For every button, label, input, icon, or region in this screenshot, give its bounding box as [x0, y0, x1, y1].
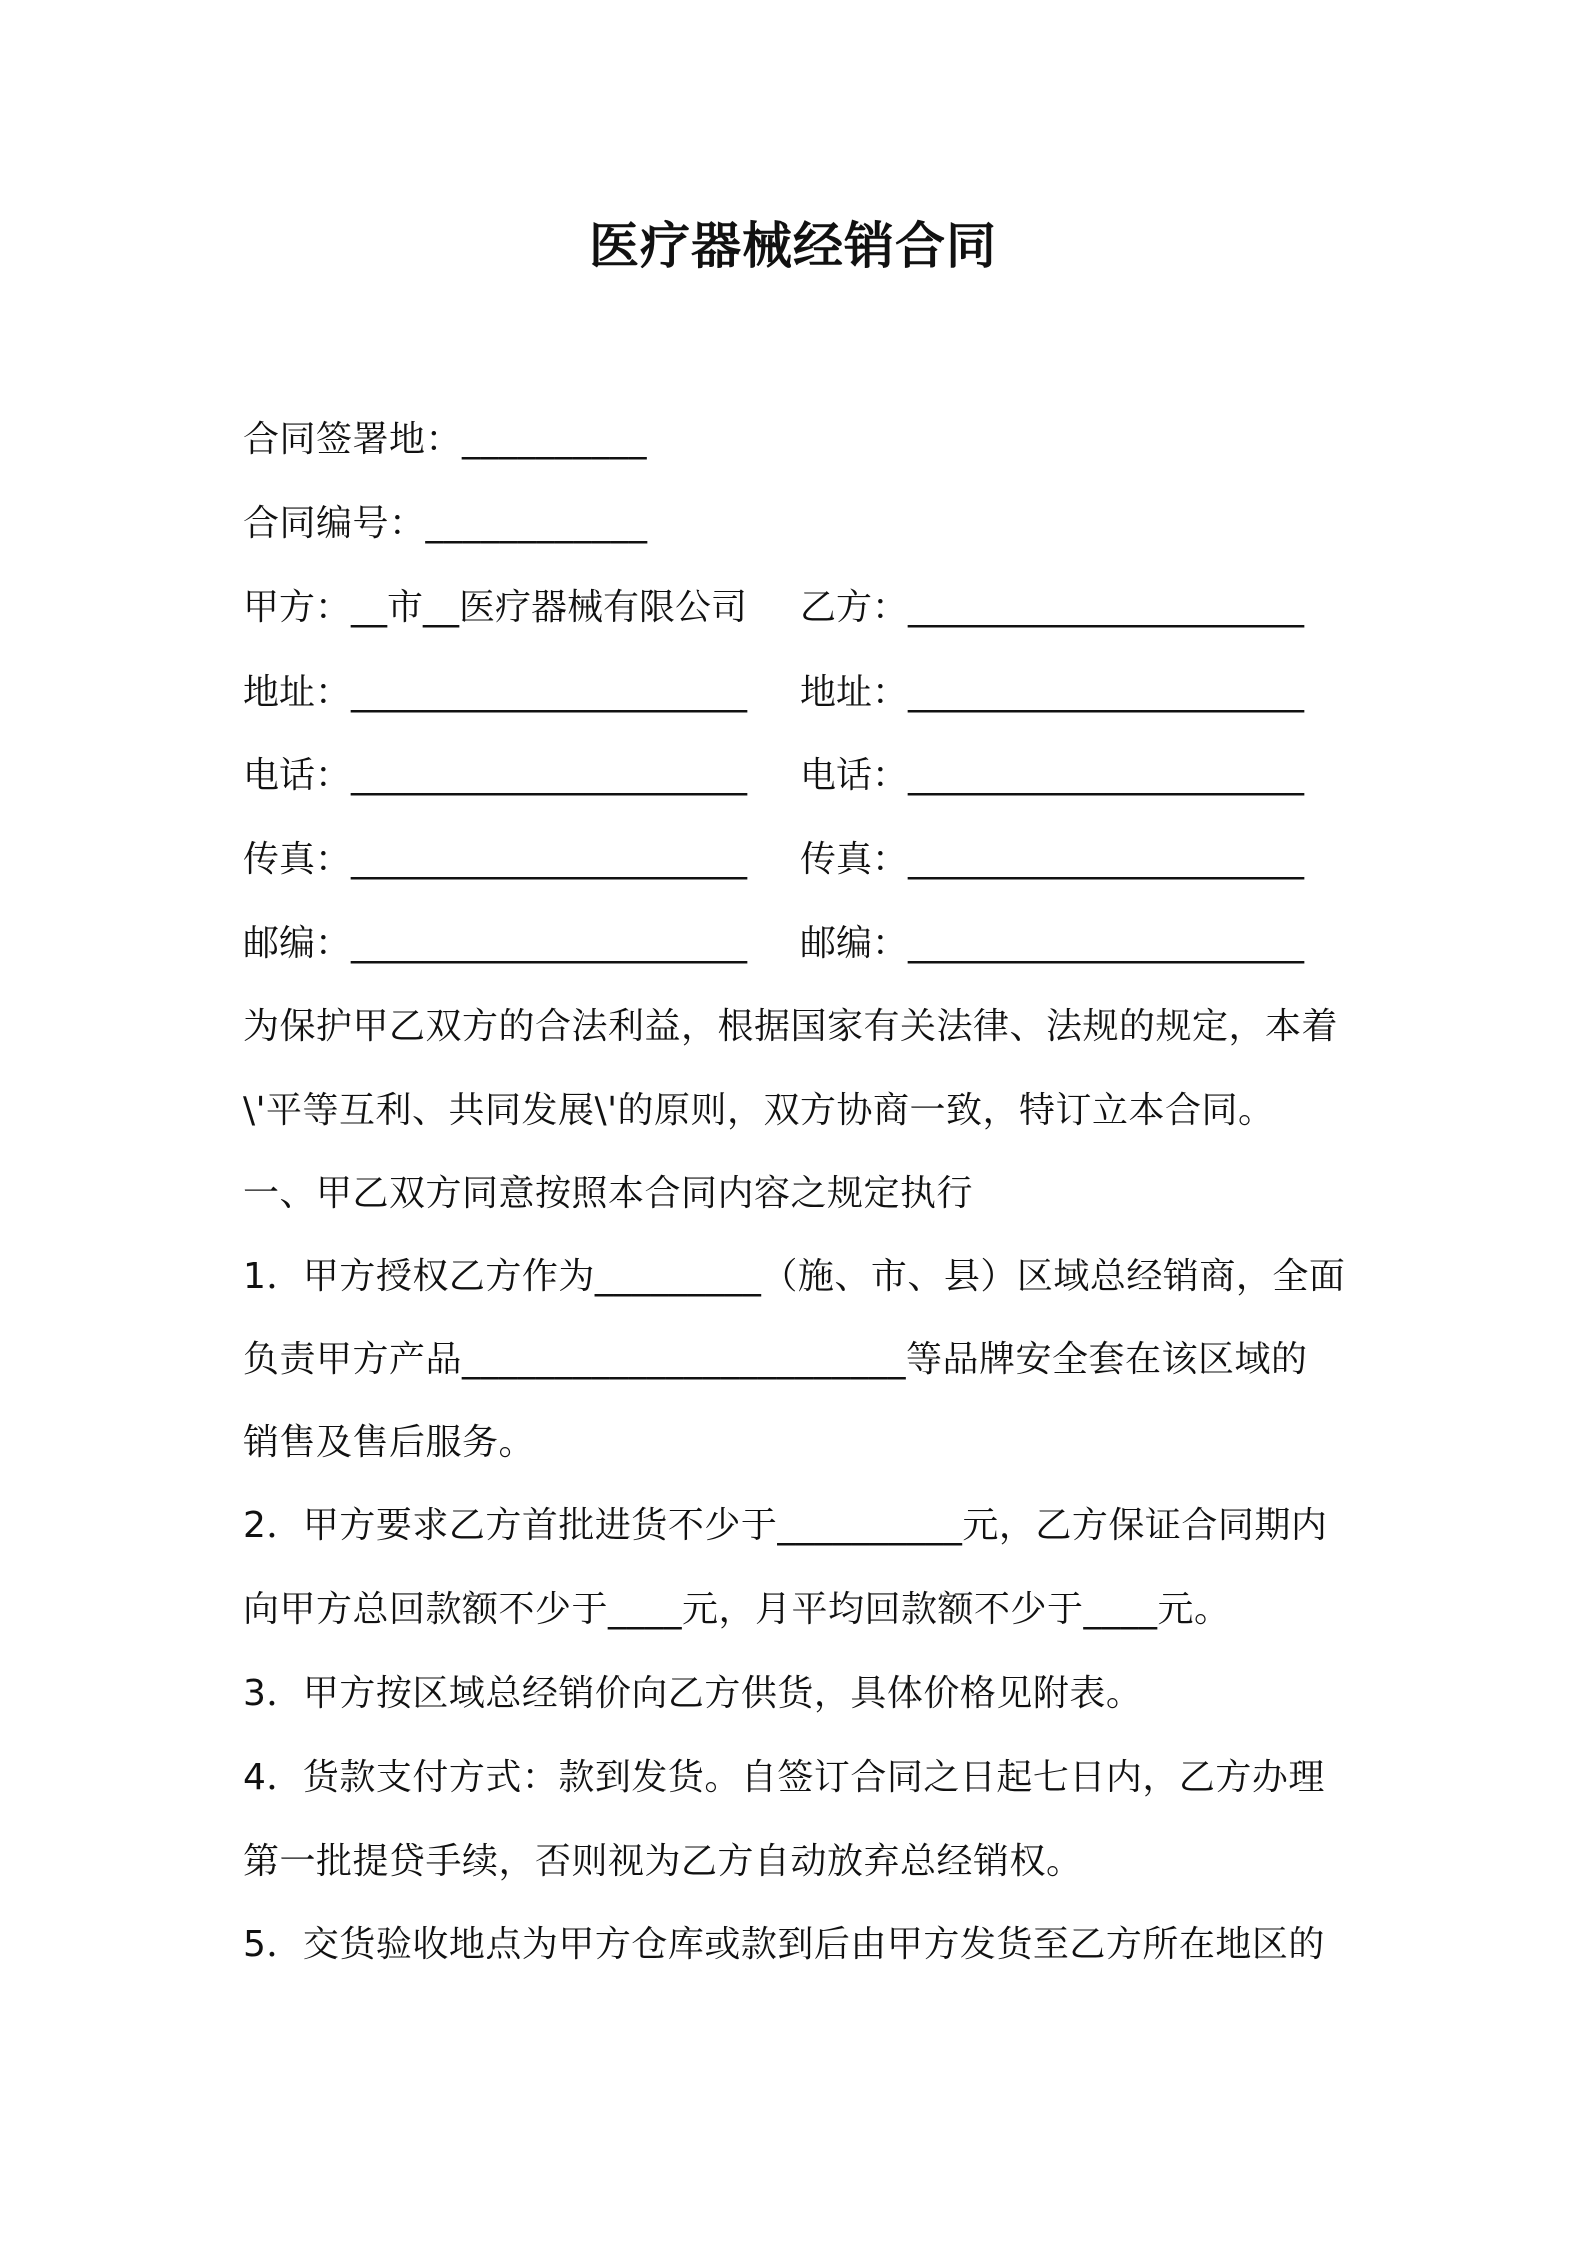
party-b-phone: 电话：______________________ [800, 755, 1305, 796]
clause-2-line: 2．甲方要求乙方首批进货不少于__________元，乙方保证合同期内 [243, 1505, 1328, 1546]
party-b-postcode: 邮编：______________________ [800, 923, 1305, 964]
clause-4-line: 第一批提贷手续，否则视为乙方自动放弃总经销权。 [243, 1841, 1083, 1882]
party-a-phone: 电话：______________________ [243, 755, 748, 796]
clause-1-line: 1．甲方授权乙方作为_________（施、市、县）区域总经销商，全面 [243, 1256, 1346, 1297]
body-line: \'平等互利、共同发展\'的原则，双方协商一致，特订立本合同。 [243, 1090, 1275, 1131]
clause-1-line: 销售及售后服务。 [243, 1422, 536, 1463]
clause-5-line: 5．交货验收地点为甲方仓库或款到后由甲方发货至乙方所在地区的 [243, 1924, 1325, 1965]
section-heading: 一、甲乙双方同意按照本合同内容之规定执行 [243, 1173, 974, 1214]
party-a-fax: 传真：______________________ [243, 839, 748, 880]
party-a-postcode: 邮编：______________________ [243, 923, 748, 964]
clause-1-line: 负责甲方产品________________________等品牌安全套在该区域的 [243, 1339, 1308, 1380]
party-a-address: 地址：______________________ [243, 672, 748, 713]
clause-3-line: 3．甲方按区域总经销价向乙方供货，具体价格见附表。 [243, 1673, 1143, 1714]
party-b-name: 乙方：______________________ [800, 587, 1305, 628]
clause-4-line: 4．货款支付方式：款到发货。自签订合同之日起七日内，乙方办理 [243, 1757, 1325, 1798]
contract-number-line: 合同编号：____________ [243, 503, 648, 544]
document-title: 医疗器械经销合同 [589, 217, 997, 275]
party-a-name: 甲方：__市__医疗器械有限公司 [243, 587, 748, 628]
body-line: 为保护甲乙双方的合法利益，根据国家有关法律、法规的规定，本着 [243, 1006, 1339, 1047]
clause-2-line: 向甲方总回款额不少于____元，月平均回款额不少于____元。 [243, 1589, 1231, 1630]
party-b-fax: 传真：______________________ [800, 839, 1305, 880]
party-b-address: 地址：______________________ [800, 672, 1305, 713]
sign-place-line: 合同签署地：__________ [243, 419, 648, 460]
